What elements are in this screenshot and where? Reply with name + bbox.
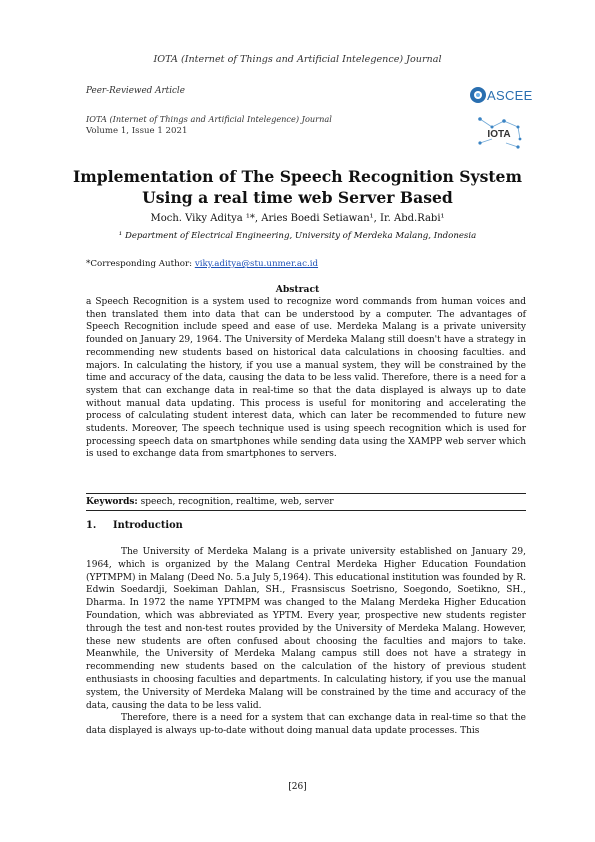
keywords-bottom-rule — [86, 510, 526, 511]
iota-network-icon — [474, 113, 524, 153]
corresponding-email-link[interactable]: viky.aditya@stu.unmer.ac.id — [194, 259, 319, 269]
affiliation: ¹ Department of Electrical Engineering, University of Merdeka Malang, Indonesia — [118, 231, 477, 241]
abstract-heading: Abstract — [275, 284, 320, 295]
intro-paragraph-2: Therefore, there is a need for a system that can exchange data in real-time so that the data displayed is always up-to-date without doing manual data update processes. This — [86, 713, 526, 737]
introduction-body — [86, 546, 526, 738]
corresponding-label: *Corresponding Author: — [86, 259, 195, 269]
corresponding-author — [86, 259, 318, 269]
author-list: Moch. Viky Aditya ¹*, Aries Boedi Setiawan¹, Ir. Abd.Rabi¹ — [150, 213, 445, 224]
title-line-1: Implementation of The Speech Recognition System — [73, 167, 522, 186]
running-header: IOTA (Internet of Things and Artificial Intelegence) Journal — [153, 54, 442, 65]
keywords-label: Keywords: — [86, 497, 138, 507]
section-title: Introduction — [113, 520, 183, 531]
keywords-list: speech, recognition, realtime, web, server — [137, 497, 334, 507]
ascee-logo-text: ASCEE — [487, 88, 533, 103]
iota-logo — [474, 113, 524, 153]
section-number: 1. — [86, 520, 97, 531]
paper-title — [60, 166, 535, 208]
iota-logo-text: IOTA — [487, 129, 511, 140]
abstract-text: a Speech Recognition is a system used to recognize word commands from human voices and then translated them into data that can be understood by a computer. The advantages of Speech Recognition include speed and ease of use. Merdeka Malang is a private university founded on January 29, 1964. The University of Merdeka Malang still doesn't have a strategy in recommending new students based on historical data calculations in choosing faculties. and majors. In calculating the history, if you use a manual system, they will be constrained by the time and accuracy of the data, causing the data to be less valid. Therefore, there is a need for a system that can exchange data in real-time so that the data displayed is always up to date without manual data updating. This process is useful for monitoring and accelerating the process of calculating student interest data, which can later be recommended to future new students. Moreover, The speech technique used is using speech recognition which is used for processing speech data on smartphones while sending data using the XAMPP web server which is used to exchange data from smartphones to servers. — [86, 297, 526, 460]
journal-name: IOTA (Internet of Things and Artificial Intelegence) Journal — [86, 114, 332, 124]
page-number: [26] — [288, 782, 307, 792]
volume-issue: Volume 1, Issue 1 2021 — [86, 126, 188, 136]
article-type: Peer-Reviewed Article — [86, 86, 185, 96]
keywords — [86, 497, 526, 507]
keywords-top-rule — [86, 493, 526, 494]
ascee-logo — [469, 83, 533, 107]
intro-paragraph-1: The University of Merdeka Malang is a private university established on January 29, 1964, which is organized by the Malang Central Merdeka Higher Education Foundation (YPTMPM) in Malang (Deed No. 5.a July 5,1964). This educational institution was founded by R. Edwin Soedardji, Soekiman Dahlan, SH., Frasnsiscus Soetrisno, Soegondo, Soetikno, SH., Dharma. In 1972 the name YPTMPM was changed to the Malang Merdeka Higher Education Foundation, which was abbreviated as YPTM. Every year, prospective new students register through the test and non-test routes provided by the University of Merdeka Malang. However, these new students are often confused about choosing the faculties and majors to take. Meanwhile, the University of Merdeka Malang campus still does not have a strategy in recommending new students based on the calculation of the history of previous student enthusiasts in choosing faculties and departments. In calculating history, if you use the manual system, the University of Merdeka Malang will be constrained by the time and accuracy of the data, causing the data to be less valid. — [86, 547, 526, 711]
title-line-2: Using a real time web Server Based — [142, 188, 453, 207]
ascee-emblem-icon — [469, 84, 487, 106]
